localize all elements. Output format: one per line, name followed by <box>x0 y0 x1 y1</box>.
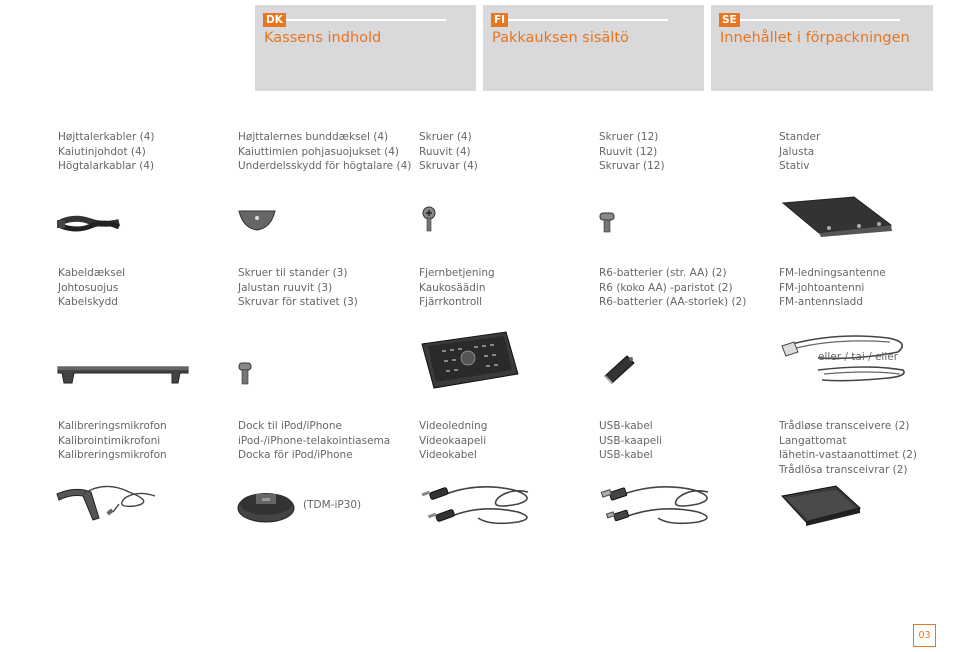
stand-screw-icon <box>238 362 252 386</box>
dock-model-label: (TDM-iP30) <box>303 499 362 511</box>
small-screw-icon <box>598 212 616 234</box>
item-stand: Stander Jalusta Stativ <box>779 131 821 172</box>
screw-icon <box>420 207 438 233</box>
header-fi <box>483 5 704 91</box>
language-tag-dk: DK <box>263 13 286 27</box>
language-tag-fi: FI <box>491 13 508 27</box>
item-calibration-mic: Kalibreringsmikrofon Kalibrointimikrofoni Kalibreringsmikrofon <box>58 420 167 461</box>
video-cable-icon <box>418 482 540 528</box>
cable-cover-icon <box>56 363 190 387</box>
header-title-dk: Kassens indhold <box>264 30 382 46</box>
item-usb-cable: USB-kabel USB-kaapeli USB-kabel <box>599 420 663 461</box>
stand-icon <box>779 195 899 237</box>
item-speaker-base-covers: Højttalernes bunddæksel (4) Kaiuttimien pohjasuojukset (4) Underdelsskydd för högtalare (4) <box>238 131 412 172</box>
battery-icon <box>601 352 637 386</box>
language-tag-se: SE <box>719 13 740 27</box>
item-cable-cover: Kabeldæksel Johtosuojus Kabelskydd <box>58 267 126 308</box>
item-batteries: R6-batterier (str. AA) (2) R6 (koko AA) -paristot (2) R6-batterier (AA-storlek) (2) <box>599 267 747 308</box>
header-title-se: Innehållet i förpackningen <box>720 30 910 46</box>
item-wireless-transceivers: Trådløse transceivere (2) Langattomat lähetin-vastaanottimet (2) Trådlösa transceivrar (2) <box>779 420 918 476</box>
item-screws-4: Skruer (4) Ruuvit (4) Skruvar (4) <box>419 131 478 172</box>
calibration-mic-icon <box>55 478 165 524</box>
item-ipod-dock: Dock til iPod/iPhone iPod-/iPhone-telakointiasema Docka för iPod/iPhone <box>238 420 391 461</box>
speaker-cable-icon <box>55 212 125 238</box>
header-title-fi: Pakkauksen sisältö <box>492 30 629 46</box>
item-fm-antenna: FM-ledningsantenne FM-johtoantenni FM-antennsladd <box>779 267 886 308</box>
antenna-alternative-note: eller / tai / eller <box>818 351 899 363</box>
page-number: 03 <box>913 624 936 647</box>
remote-control-icon <box>418 330 520 390</box>
usb-cable-icon <box>598 482 720 528</box>
item-screws-12: Skruer (12) Ruuvit (12) Skruvar (12) <box>599 131 665 172</box>
wireless-transceiver-icon <box>780 482 862 526</box>
header-dk <box>255 5 476 91</box>
item-speaker-cables: Højttalerkabler (4) Kaiutinjohdot (4) Högtalarkablar (4) <box>58 131 155 172</box>
ipod-dock-icon <box>236 484 296 524</box>
header-se <box>711 5 933 91</box>
item-remote-control: Fjernbetjening Kaukosäädin Fjärrkontroll <box>419 267 495 308</box>
item-stand-screws: Skruer til stander (3) Jalustan ruuvit (3) Skruvar för stativet (3) <box>238 267 358 308</box>
item-video-cable: Videoledning Videokaapeli Videokabel <box>419 420 488 461</box>
speaker-base-cover-icon <box>237 208 277 234</box>
